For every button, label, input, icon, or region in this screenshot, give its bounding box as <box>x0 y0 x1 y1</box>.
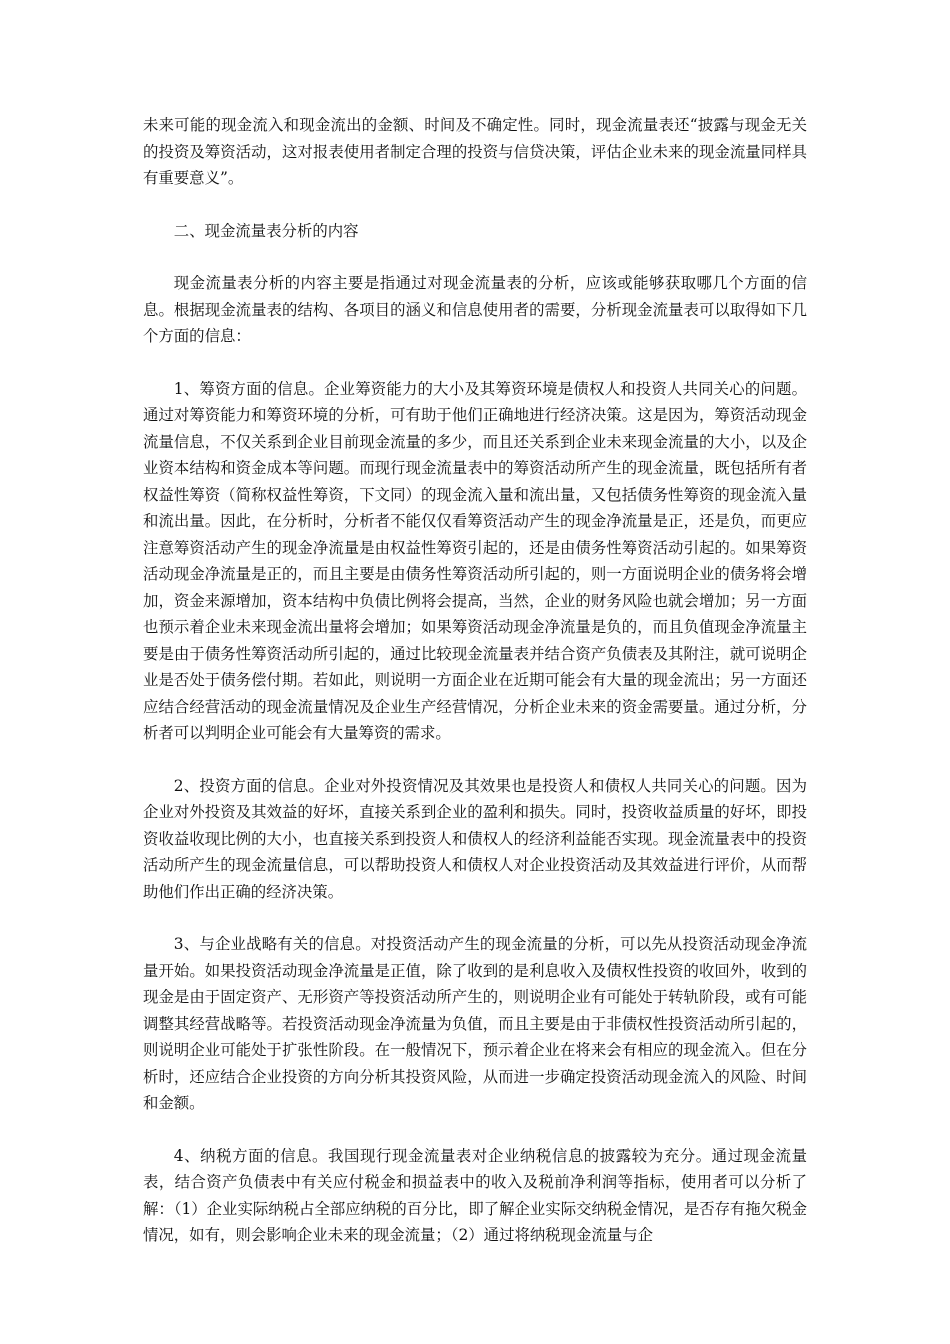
paragraph-strategy: 3、与企业战略有关的信息。对投资活动产生的现金流量的分析，可以先从投资活动现金净流量开始。如果投资活动现金净流量是正值，除了收到的是利息收入及债权性投资的收回外，收到的现金是由于固定资产、无形资产等投资活动所产生的，则说明企业有可能处于转轨阶段，或有可能调整其经营战略等。若投资活动现金净流量为负值，而且主要是由于非债权性投资活动所引起的，则说明企业可能处于扩张性阶段。在一般情况下，预示着企业在将来会有相应的现金流入。但在分析时，还应结合企业投资的方向分析其投资风险，从而进一步确定投资活动现金流入的风险、时间和金额。 <box>143 935 807 1112</box>
paragraph-financing: 1、筹资方面的信息。企业筹资能力的大小及其筹资环境是债权人和投资人共同关心的问题。通过对筹资能力和筹资环境的分析，可有助于他们正确地进行经济决策。这是因为，筹资活动现金流量信息，不仅关系到企业目前现金流量的多少，而且还关系到企业未来现金流量的大小，以及企业资本结构和资金成本等问题。而现行现金流量表中的筹资活动所产生的现金流量，既包括所有者权益性筹资（简称权益性筹资，下文同）的现金流入量和流出量，又包括债务性筹资的现金流入量和流出量。因此，在分析时，分析者不能仅仅看筹资活动产生的现金净流量是正，还是负，而更应注意筹资活动产生的现金净流量是由权益性筹资引起的，还是由债务性筹资活动引起的。如果筹资活动现金净流量是正的，而且主要是由债务性筹资活动所引起的，则一方面说明企业的债务将会增加，资金来源增加，资本结构中负债比例将会提高，当然，企业的财务风险也就会增加；另一方面也预示着企业未来现金流出量将会增加；如果筹资活动现金净流量是负的，而且负值现金净流量主要是由于债务性筹资活动所引起的，通过比较现金流量表并结合资产负债表及其附注，就可说明企业是否处于债务偿付期。若如此，则说明一方面企业在近期可能会有大量的现金流出；另一方面还应结合经营活动的现金流量情况及企业生产经营情况，分析企业未来的资金需要量。通过分析，分析者可以判明企业可能会有大量筹资的需求。 <box>143 379 807 742</box>
paragraph-investment: 2、投资方面的信息。企业对外投资情况及其效果也是投资人和债权人共同关心的问题。因为企业对外投资及其效益的好坏，直接关系到企业的盈利和损失。同时，投资收益质量的好坏，即投资收益收现比例的大小，也直接关系到投资人和债权人的经济利益能否实现。现金流量表中的投资活动所产生的现金流量信息，可以帮助投资人和债权人对企业投资活动及其效益进行评价，从而帮助他们作出正确的经济决策。 <box>143 776 807 901</box>
paragraph-continuation: 未来可能的现金流入和现金流出的金额、时间及不确定性。同时，现金流量表还“披露与现金无关的投资及筹资活动，这对报表使用者制定合理的投资与信贷决策，评估企业未来的现金流量同样具有重要意义”。 <box>143 116 807 187</box>
paragraph-tax: 4、纳税方面的信息。我国现行现金流量表对企业纳税信息的披露较为充分。通过现金流量表，结合资产负债表中有关应付税金和损益表中的收入及税前净利润等指标，使用者可以分析了解：（1）企业实际纳税占全部应纳税的百分比，即了解企业实际交纳税金情况，是否存有拖欠税金情况，如有，则会影响企业未来的现金流量；（2）通过将纳税现金流量与企 <box>143 1146 807 1244</box>
document-body <box>143 112 807 1275</box>
section-heading: 二、现金流量表分析的内容 <box>173 221 359 240</box>
paragraph-intro: 现金流量表分析的内容主要是指通过对现金流量表的分析，应该或能够获取哪几个方面的信息。根据现金流量表的结构、各项目的涵义和信息使用者的需要，分析现金流量表可以取得如下几个方面的信息： <box>143 274 807 345</box>
